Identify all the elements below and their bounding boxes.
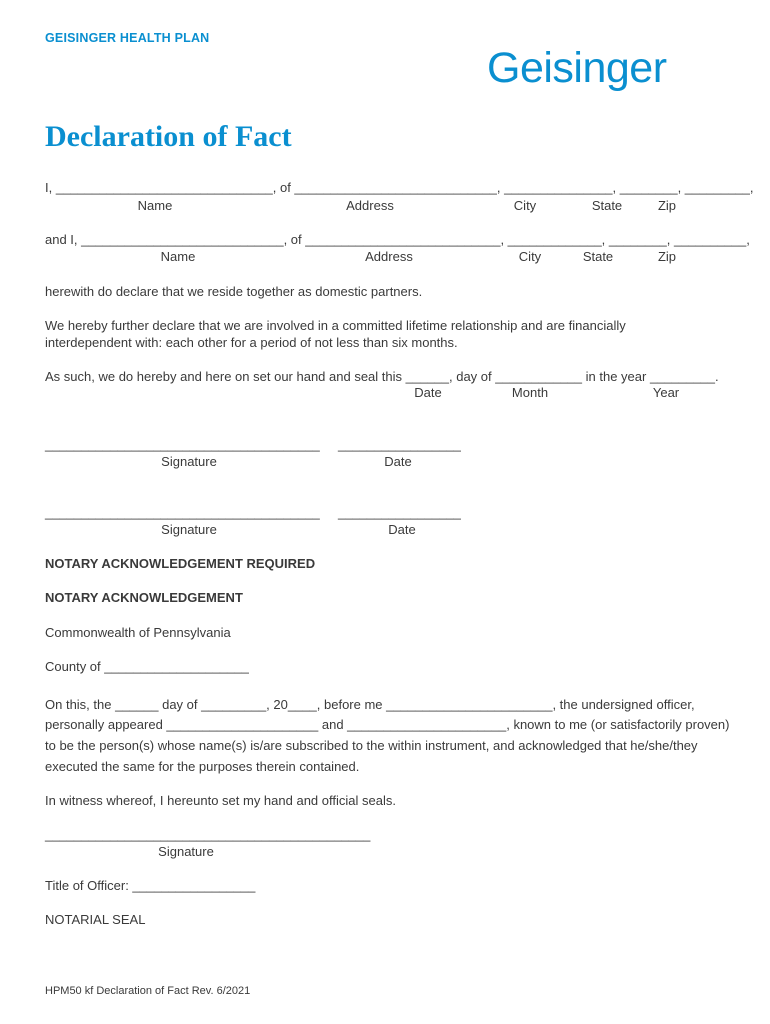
person2-address-label: Address [365, 249, 413, 264]
signature-label-2: Signature [161, 522, 217, 537]
notary-text-line1[interactable]: On this, the ______ day of _________, 20____, before me _______________________, the undersigned officer, [45, 697, 695, 712]
date-line-1[interactable]: _________________ [338, 437, 461, 452]
person1-name-label: Name [137, 198, 173, 213]
officer-signature-line[interactable]: _____________________________________________ [45, 827, 371, 842]
person1-address-label: Address [346, 198, 394, 213]
notary-heading: NOTARY ACKNOWLEDGEMENT [45, 590, 243, 605]
person1-state-label: State [591, 198, 623, 213]
seal-date-line[interactable]: As such, we do hereby and here on set our hand and seal this ______, day of ____________ in the year _________. [45, 369, 719, 384]
person2-name-label: Name [160, 249, 196, 264]
person1-city-label: City [513, 198, 537, 213]
relationship-statement-line1: We hereby further declare that we are involved in a committed lifetime relationship and are financially [45, 318, 626, 333]
title-of-officer-line[interactable]: Title of Officer: _________________ [45, 878, 256, 893]
person1-fill-line[interactable]: I, ______________________________, of ____________________________, _______________, ________, _________, [45, 180, 754, 195]
relationship-statement-line2: interdependent with: each other for a period of not less than six months. [45, 335, 458, 350]
date-label-2: Date [388, 522, 416, 537]
commonwealth-text: Commonwealth of Pennsylvania [45, 625, 231, 640]
notary-text-line3: to be the person(s) whose name(s) is/are subscribed to the within instrument, and acknowledged that he/she/they [45, 738, 698, 753]
person2-fill-line[interactable]: and I, ____________________________, of ___________________________, _____________, ________, __________, [45, 232, 750, 247]
date-line-2[interactable]: _________________ [338, 505, 461, 520]
witness-statement: In witness whereof, I hereunto set my hand and official seals. [45, 793, 396, 808]
county-line[interactable]: County of ____________________ [45, 659, 249, 674]
signature-line-2[interactable]: ______________________________________ [45, 505, 320, 520]
seal-year-label: Year [652, 385, 680, 400]
person1-zip-label: Zip [657, 198, 677, 213]
date-label-1: Date [384, 454, 412, 469]
notary-text-line2[interactable]: personally appeared _____________________ and ______________________, known to me (or satisfactorily proven) [45, 717, 730, 732]
person2-city-label: City [518, 249, 542, 264]
person2-zip-label: Zip [657, 249, 677, 264]
geisinger-logo: Geisinger [487, 44, 667, 92]
plan-name: GEISINGER HEALTH PLAN [45, 31, 210, 45]
officer-signature-label: Signature [158, 844, 214, 859]
form-footer: HPM50 kf Declaration of Fact Rev. 6/2021 [45, 985, 251, 997]
domestic-partner-statement: herewith do declare that we reside together as domestic partners. [45, 284, 423, 299]
signature-line-1[interactable]: ______________________________________ [45, 437, 320, 452]
notarial-seal-label: NOTARIAL SEAL [45, 912, 146, 927]
page-title: Declaration of Fact [45, 120, 292, 153]
notary-required-heading: NOTARY ACKNOWLEDGEMENT REQUIRED [45, 556, 316, 571]
notary-text-line4: executed the same for the purposes therein contained. [45, 759, 360, 774]
seal-month-label: Month [511, 385, 549, 400]
signature-label-1: Signature [161, 454, 217, 469]
person2-state-label: State [582, 249, 614, 264]
seal-date-label: Date [414, 385, 442, 400]
